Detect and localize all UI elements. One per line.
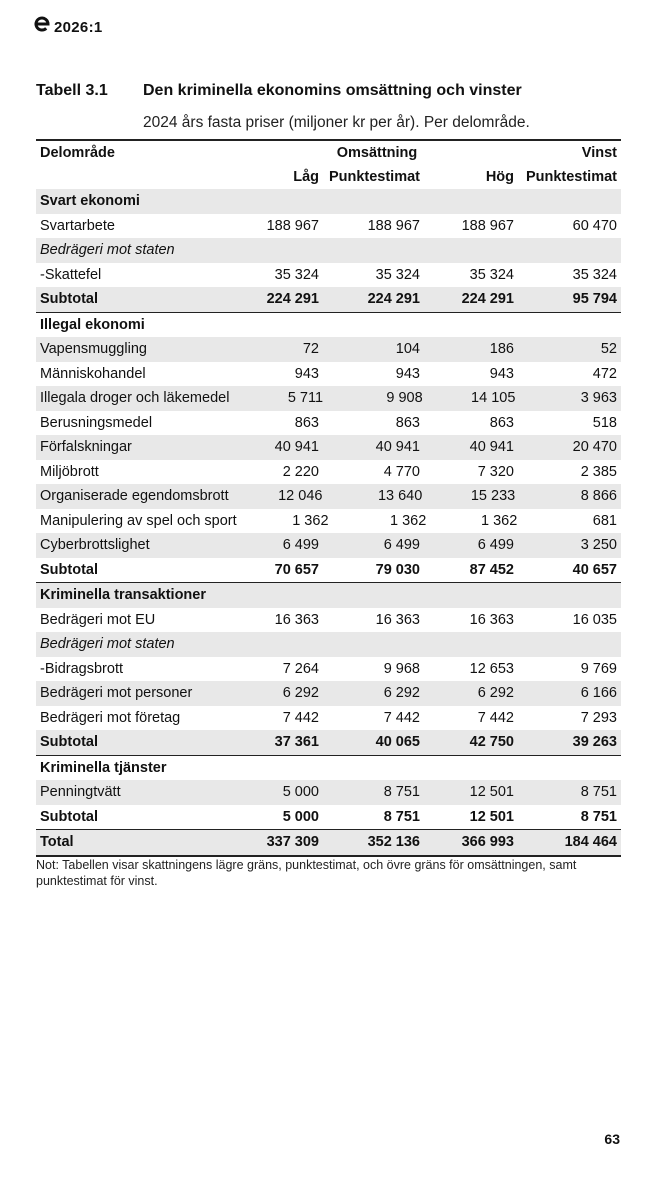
cell-hog: 7 442 bbox=[477, 709, 514, 726]
cell-vinst: 9 769 bbox=[580, 660, 617, 677]
table-row bbox=[36, 411, 621, 436]
cell-lag: 5 711 bbox=[287, 390, 324, 407]
table-number: Tabell 3.1 bbox=[36, 82, 108, 99]
cell-vinst: 6 166 bbox=[580, 685, 617, 702]
cell-punktestimat: 8 751 bbox=[383, 808, 420, 825]
total-row bbox=[36, 829, 621, 857]
cell-lag: 943 bbox=[294, 365, 319, 382]
cell-vinst: 7 293 bbox=[580, 709, 617, 726]
cell-vinst: 60 470 bbox=[572, 217, 617, 234]
cell-hog: 6 499 bbox=[477, 537, 514, 554]
cell-vinst: 184 464 bbox=[564, 834, 617, 851]
cell-lag: 6 292 bbox=[282, 685, 319, 702]
row-label: Bedrägeri mot EU bbox=[40, 611, 156, 628]
column-header-hog: Hög bbox=[485, 169, 514, 185]
cell-hog: 943 bbox=[489, 365, 514, 382]
cell-vinst: 8 866 bbox=[580, 488, 617, 505]
cell-lag: 224 291 bbox=[266, 291, 319, 308]
cell-vinst: 681 bbox=[592, 512, 617, 529]
cell-vinst: 52 bbox=[600, 341, 617, 358]
cell-hog: 1 362 bbox=[481, 512, 518, 529]
cell-vinst: 518 bbox=[592, 414, 617, 431]
cell-lag: 1 362 bbox=[292, 512, 329, 529]
row-label: -Bidragsbrott bbox=[40, 660, 124, 677]
cell-hog: 366 993 bbox=[461, 834, 514, 851]
row-label: Bedrägeri mot staten bbox=[40, 636, 175, 653]
table-title: Den kriminella ekonomins omsättning och vinster bbox=[143, 82, 522, 99]
row-label: Vapensmuggling bbox=[40, 341, 147, 358]
row-label: Miljöbrott bbox=[40, 463, 99, 480]
cell-lag: 2 220 bbox=[282, 463, 319, 480]
subtotal-row bbox=[36, 287, 621, 312]
column-header-vinst-punktestimat: Punktestimat bbox=[525, 169, 617, 185]
cell-lag: 7 264 bbox=[282, 660, 319, 677]
column-header-punktestimat: Punktestimat bbox=[328, 169, 420, 185]
row-label: Förfalskningar bbox=[40, 439, 132, 456]
table-row bbox=[36, 460, 621, 485]
cell-lag: 188 967 bbox=[266, 217, 319, 234]
row-label: Organiserade egendomsbrott bbox=[40, 488, 229, 505]
row-label: Illegal ekonomi bbox=[40, 316, 145, 333]
cell-hog: 35 324 bbox=[469, 266, 514, 283]
category-row bbox=[36, 238, 621, 263]
report-number: 2026:1 bbox=[54, 18, 103, 36]
table-row bbox=[36, 214, 621, 239]
table-row bbox=[36, 509, 621, 534]
row-label: Bedrägeri mot företag bbox=[40, 709, 181, 726]
cell-hog: 15 233 bbox=[470, 488, 516, 505]
table-row bbox=[36, 780, 621, 805]
table-row bbox=[36, 706, 621, 731]
cell-hog: 7 320 bbox=[477, 463, 514, 480]
data-table bbox=[36, 139, 621, 857]
cell-hog: 863 bbox=[489, 414, 514, 431]
cell-punktestimat: 104 bbox=[395, 341, 420, 358]
row-label: Kriminella tjänster bbox=[40, 759, 167, 776]
cell-punktestimat: 79 030 bbox=[375, 561, 420, 578]
cell-punktestimat: 6 499 bbox=[383, 537, 420, 554]
row-label: -Skattefel bbox=[40, 266, 102, 283]
cell-punktestimat: 943 bbox=[395, 365, 420, 382]
row-label: Total bbox=[40, 834, 74, 851]
page-number: 63 bbox=[604, 1131, 620, 1147]
cell-vinst: 8 751 bbox=[580, 784, 617, 801]
cell-vinst: 3 250 bbox=[580, 537, 617, 554]
section-row bbox=[36, 312, 621, 338]
cell-vinst: 39 263 bbox=[572, 734, 617, 751]
cell-hog: 16 363 bbox=[469, 611, 514, 628]
subtotal-row bbox=[36, 558, 621, 583]
cell-lag: 16 363 bbox=[274, 611, 319, 628]
cell-hog: 14 105 bbox=[471, 390, 516, 407]
cell-lag: 863 bbox=[294, 414, 319, 431]
cell-hog: 42 750 bbox=[469, 734, 514, 751]
table-row bbox=[36, 386, 621, 411]
cell-punktestimat: 40 065 bbox=[375, 734, 420, 751]
e-logo-icon bbox=[33, 15, 51, 33]
subtotal-row bbox=[36, 730, 621, 755]
cell-punktestimat: 7 442 bbox=[383, 709, 420, 726]
cell-punktestimat: 9 908 bbox=[386, 390, 423, 407]
cell-punktestimat: 9 968 bbox=[383, 660, 420, 677]
cell-punktestimat: 13 640 bbox=[377, 488, 423, 505]
cell-hog: 224 291 bbox=[461, 291, 514, 308]
cell-punktestimat: 16 363 bbox=[375, 611, 420, 628]
cell-punktestimat: 40 941 bbox=[375, 439, 420, 456]
column-header-omsattning: Omsättning bbox=[336, 145, 418, 161]
cell-punktestimat: 35 324 bbox=[375, 266, 420, 283]
table-row bbox=[36, 435, 621, 460]
table-title-row bbox=[36, 82, 522, 100]
cell-punktestimat: 4 770 bbox=[383, 463, 420, 480]
row-label: Cyberbrottslighet bbox=[40, 537, 150, 554]
row-label: Manipulering av spel och sport bbox=[40, 512, 237, 529]
table-row bbox=[36, 533, 621, 558]
row-label: Subtotal bbox=[40, 808, 98, 825]
table-note: Not: Tabellen visar skattningens lägre gräns, punktestimat, och övre gräns för omsättningen, samt punktestimat för vinst. bbox=[36, 858, 577, 888]
cell-lag: 337 309 bbox=[266, 834, 319, 851]
cell-punktestimat: 863 bbox=[395, 414, 420, 431]
row-label: Penningtvätt bbox=[40, 784, 121, 801]
table-row bbox=[36, 657, 621, 682]
cell-punktestimat: 352 136 bbox=[367, 834, 420, 851]
cell-hog: 6 292 bbox=[477, 685, 514, 702]
cell-lag: 37 361 bbox=[274, 734, 319, 751]
row-label: Kriminella transaktioner bbox=[40, 587, 206, 604]
row-label: Bedrägeri mot staten bbox=[40, 242, 175, 259]
cell-lag: 7 442 bbox=[282, 709, 319, 726]
cell-punktestimat: 188 967 bbox=[367, 217, 420, 234]
section-row bbox=[36, 755, 621, 781]
row-label: Illegala droger och läkemedel bbox=[40, 390, 230, 407]
cell-hog: 12 501 bbox=[469, 784, 514, 801]
row-label: Subtotal bbox=[40, 291, 98, 308]
cell-lag: 5 000 bbox=[282, 784, 319, 801]
cell-lag: 35 324 bbox=[274, 266, 319, 283]
row-label: Bedrägeri mot personer bbox=[40, 685, 193, 702]
cell-hog: 12 653 bbox=[469, 660, 514, 677]
row-label: Människohandel bbox=[40, 365, 146, 382]
table-header-group bbox=[36, 139, 621, 165]
cell-lag: 70 657 bbox=[274, 561, 319, 578]
cell-punktestimat: 8 751 bbox=[383, 784, 420, 801]
category-row bbox=[36, 632, 621, 657]
cell-vinst: 2 385 bbox=[580, 463, 617, 480]
cell-vinst: 8 751 bbox=[580, 808, 617, 825]
cell-vinst: 95 794 bbox=[572, 291, 617, 308]
table-row bbox=[36, 337, 621, 362]
table-row bbox=[36, 681, 621, 706]
subtotal-row bbox=[36, 805, 621, 830]
section-row bbox=[36, 189, 621, 214]
section-row bbox=[36, 582, 621, 608]
cell-punktestimat: 1 362 bbox=[390, 512, 427, 529]
cell-vinst: 16 035 bbox=[572, 611, 617, 628]
cell-vinst: 3 963 bbox=[580, 390, 617, 407]
row-label: Berusningsmedel bbox=[40, 414, 153, 431]
column-header-delomrade: Delområde bbox=[40, 145, 115, 161]
row-label: Subtotal bbox=[40, 561, 98, 578]
cell-lag: 12 046 bbox=[278, 488, 323, 505]
publication-brand bbox=[33, 12, 103, 36]
row-label: Svart ekonomi bbox=[40, 193, 140, 210]
cell-hog: 40 941 bbox=[469, 439, 514, 456]
cell-punktestimat: 224 291 bbox=[367, 291, 420, 308]
cell-lag: 6 499 bbox=[282, 537, 319, 554]
table-row bbox=[36, 608, 621, 633]
cell-lag: 40 941 bbox=[274, 439, 319, 456]
row-label: Subtotal bbox=[40, 734, 98, 751]
cell-vinst: 35 324 bbox=[572, 266, 617, 283]
table-row bbox=[36, 484, 621, 509]
table-row bbox=[36, 362, 621, 387]
cell-hog: 186 bbox=[489, 341, 514, 358]
column-header-vinst: Vinst bbox=[581, 145, 617, 161]
table-header-sub bbox=[36, 165, 621, 189]
cell-lag: 72 bbox=[302, 341, 319, 358]
cell-vinst: 472 bbox=[592, 365, 617, 382]
column-header-lag: Låg bbox=[293, 169, 319, 185]
cell-hog: 12 501 bbox=[469, 808, 514, 825]
table-row bbox=[36, 263, 621, 288]
cell-lag: 5 000 bbox=[282, 808, 319, 825]
cell-punktestimat: 6 292 bbox=[383, 685, 420, 702]
cell-vinst: 40 657 bbox=[572, 561, 617, 578]
cell-hog: 87 452 bbox=[469, 561, 514, 578]
cell-vinst: 20 470 bbox=[572, 439, 617, 456]
row-label: Svartarbete bbox=[40, 217, 115, 234]
table-body bbox=[36, 189, 621, 857]
cell-hog: 188 967 bbox=[461, 217, 514, 234]
table-subtitle: 2024 års fasta priser (miljoner kr per år). Per delområde. bbox=[143, 114, 530, 131]
